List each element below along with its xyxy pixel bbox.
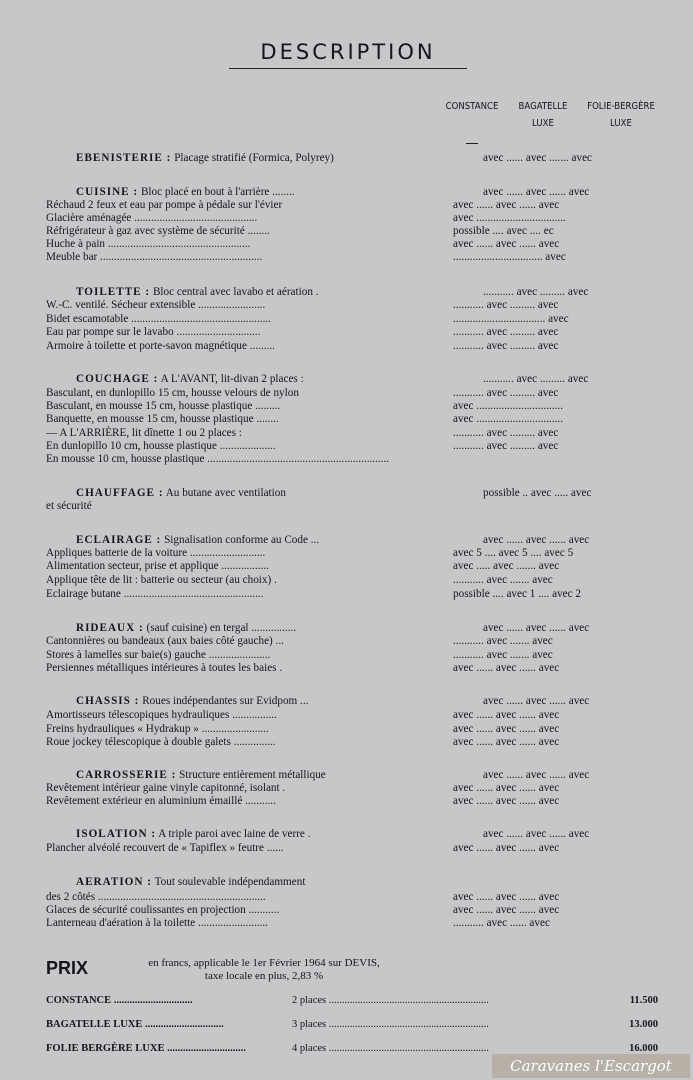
- section-heading: RIDEAUX :: [76, 622, 144, 634]
- model-price: 16.000: [618, 1042, 658, 1056]
- row-text: [46, 312, 438, 326]
- row-values: ........... avec ......... avec: [453, 440, 559, 452]
- row-text: [76, 151, 468, 165]
- row-description: Revêtement extérieur en aluminium émaillé ...........: [46, 795, 276, 807]
- row-text: [76, 486, 468, 500]
- model-places: 4 places .............................................................: [292, 1043, 489, 1054]
- column-header-bagatelle: BAGATELLE LUXE: [518, 101, 568, 129]
- row-description: Roue jockey télescopique à double galets ...............: [46, 736, 276, 748]
- model-places: 3 places .............................................................: [292, 1019, 489, 1030]
- section-heading: ECLAIRAGE :: [76, 534, 162, 546]
- row-description: A L'AVANT, lit-divan 2 places :: [158, 373, 304, 385]
- row-text: [76, 285, 468, 299]
- row-values: avec 5 .... avec 5 .... avec 5: [453, 547, 574, 559]
- row-values: avec ...... avec ...... avec: [483, 534, 590, 546]
- model-name: FOLIE BERGÈRE LUXE ..............................: [46, 1043, 246, 1054]
- row-description: — A L'ARRIÈRE, lit dînette 1 ou 2 places :: [46, 427, 242, 439]
- section-heading: CHASSIS :: [76, 695, 140, 707]
- row-text: [46, 722, 438, 736]
- row-values: avec ...... avec ...... avec: [453, 795, 560, 807]
- row-values: ........... avec ...... avec: [453, 917, 550, 929]
- row-description: Bidet escamotable ..................................................: [46, 313, 271, 325]
- row-values: avec ...... avec ...... avec: [453, 238, 560, 250]
- section-heading: CHAUFFAGE :: [76, 487, 164, 499]
- prix-label: PRIX: [46, 958, 89, 978]
- row-description: Bloc placé en bout à l'arrière ........: [138, 186, 295, 198]
- row-description: Appliques batterie de la voiture ...........................: [46, 547, 266, 559]
- row-text: [46, 781, 438, 795]
- row-text: [46, 634, 438, 648]
- row-text: [46, 708, 438, 722]
- row-text: [76, 694, 468, 708]
- row-text: [46, 903, 438, 917]
- model-places: 2 places .............................................................: [292, 995, 489, 1006]
- row-text: [46, 426, 438, 440]
- row-text: [46, 439, 438, 453]
- model-price: 11.500: [618, 994, 658, 1008]
- column-header-folie-bergere: FOLIE-BERGÈRE LUXE: [587, 101, 655, 129]
- row-values: avec ...... avec ...... avec: [453, 904, 560, 916]
- row-text: [46, 339, 438, 353]
- row-description: En mousse 10 cm, housse plastique .................................................................: [46, 453, 390, 465]
- row-text: [46, 399, 438, 413]
- row-description: Banquette, en mousse 15 cm, housse plastique ........: [46, 413, 279, 425]
- model-name: CONSTANCE ..............................: [46, 995, 193, 1006]
- row-values: avec ................................: [453, 212, 566, 224]
- row-description: Stores à lamelles sur baie(s) gauche ......................: [46, 649, 271, 661]
- row-text: [76, 185, 468, 199]
- row-description: Armoire à toilette et porte-savon magnétique .........: [46, 340, 275, 352]
- row-values: possible .. avec ..... avec: [483, 487, 592, 499]
- row-values: avec ...... avec ...... avec: [453, 709, 560, 721]
- row-description: Amortisseurs télescopiques hydrauliques ................: [46, 709, 277, 721]
- row-description: et sécurité: [46, 500, 92, 512]
- row-description: Basculant, en mousse 15 cm, housse plastique .........: [46, 400, 281, 412]
- row-values: avec ...... avec ...... avec: [453, 736, 560, 748]
- section-heading: EBENISTERIE :: [76, 152, 172, 164]
- row-description: Tout soulevable indépendamment: [152, 876, 306, 888]
- row-text: [46, 916, 438, 930]
- row-description: Alimentation secteur, prise et applique .................: [46, 560, 269, 572]
- row-values: avec ...... avec ...... avec: [453, 842, 560, 854]
- row-text: [46, 559, 438, 573]
- row-description: Réchaud 2 feux et eau par pompe à pédale sur l'évier: [46, 199, 283, 211]
- row-text: [46, 661, 438, 675]
- section-heading: AERATION :: [76, 876, 152, 888]
- row-text: [76, 768, 468, 782]
- section-heading: TOILETTE :: [76, 286, 151, 298]
- row-description: Roues indépendantes sur Evidpom ...: [139, 695, 309, 707]
- row-values: ........... avec ......... avec: [483, 373, 589, 385]
- row-description: Persiennes métalliques intérieures à toutes les baies .: [46, 662, 283, 674]
- row-text: [46, 298, 438, 312]
- row-description: Eclairage butane ..................................................: [46, 588, 264, 600]
- row-values: avec ...... avec ...... avec: [453, 662, 560, 674]
- row-values: ........... avec ......... avec: [483, 286, 589, 298]
- row-description: W.-C. ventilé. Sécheur extensible ........................: [46, 299, 266, 311]
- row-description: Applique tête de lit : batterie ou secteur (au choix) .: [46, 574, 277, 586]
- row-description: Signalisation conforme au Code ...: [161, 534, 320, 546]
- row-text: [46, 890, 438, 904]
- row-values: ........... avec ....... avec: [453, 649, 553, 661]
- row-values: ........... avec ......... avec: [453, 299, 559, 311]
- row-description: A triple paroi avec laine de verre .: [156, 828, 311, 840]
- row-values: ........... avec ......... avec: [453, 387, 559, 399]
- row-description: Revêtement intérieur gaine vinyle capitonné, isolant .: [46, 782, 286, 794]
- row-description: En dunlopillo 10 cm, housse plastique ....................: [46, 440, 276, 452]
- row-description: Bloc central avec lavabo et aération .: [150, 286, 319, 298]
- row-text: [46, 648, 438, 662]
- row-text: [46, 573, 438, 587]
- row-values: avec ...... avec ...... avec: [453, 199, 560, 211]
- row-values: avec ...... avec ...... avec: [483, 695, 590, 707]
- row-values: avec ..... avec ....... avec: [453, 560, 560, 572]
- row-text: [46, 386, 438, 400]
- row-text: [76, 875, 468, 889]
- row-text: [46, 546, 438, 560]
- row-values: avec ...... avec ...... avec: [453, 891, 560, 903]
- row-text: [46, 412, 438, 426]
- row-text: [46, 841, 438, 855]
- row-values: avec ...... avec ...... avec: [453, 723, 560, 735]
- row-values: avec ...... avec ...... avec: [483, 769, 590, 781]
- row-description: Glacière aménagée ............................................: [46, 212, 258, 224]
- row-description: Structure entièrement métallique: [176, 769, 326, 781]
- row-description: Glaces de sécurité coulissantes en projection ...........: [46, 904, 280, 916]
- row-values: avec ...... avec ....... avec: [483, 152, 593, 164]
- section-heading: COUCHAGE :: [76, 373, 159, 385]
- row-text: [46, 325, 438, 339]
- section-heading: CUISINE :: [76, 186, 139, 198]
- row-description: Basculant, en dunlopillo 15 cm, housse velours de nylon: [46, 387, 299, 399]
- model-price: 13.000: [618, 1018, 658, 1032]
- row-values: avec ...... avec ...... avec: [483, 186, 590, 198]
- row-values: avec ...... avec ...... avec: [483, 828, 590, 840]
- row-text: [46, 198, 438, 212]
- row-values: avec ...... avec ...... avec: [483, 622, 590, 634]
- row-description: Freins hydrauliques « Hydrakup » ........................: [46, 723, 269, 735]
- row-text: [76, 827, 468, 841]
- row-values: ........... avec ......... avec: [453, 326, 559, 338]
- column-header-constance: CONSTANCE: [445, 101, 499, 112]
- section-heading: CARROSSERIE :: [76, 769, 177, 781]
- section-heading: ISOLATION :: [76, 828, 157, 840]
- row-text: [46, 735, 438, 749]
- row-text: [46, 499, 438, 513]
- row-description: (sauf cuisine) en tergal ................: [143, 622, 297, 634]
- prix-note: en francs, applicable le 1er Février 1964 sur DEVIS, taxe locale en plus, 2,83 %: [148, 957, 380, 982]
- row-values: ........... avec ....... avec: [453, 635, 553, 647]
- row-text: [46, 237, 438, 251]
- row-values: ........... avec ....... avec: [453, 574, 553, 586]
- row-text: [46, 452, 438, 466]
- row-description: Placage stratifié (Formica, Polyrey): [171, 152, 334, 164]
- row-values: avec ...............................: [453, 400, 563, 412]
- row-description: Au butane avec ventilation: [163, 487, 286, 499]
- row-description: Plancher alvéolé recouvert de « Tapiflex » feutre ......: [46, 842, 284, 854]
- row-values: ........... avec ......... avec: [453, 427, 559, 439]
- row-text: [46, 224, 438, 238]
- row-description: Réfrigérateur à gaz avec système de sécurité ........: [46, 225, 270, 237]
- row-values: ........... avec ......... avec: [453, 340, 559, 352]
- row-description: des 2 côtés ............................................................: [46, 891, 266, 903]
- row-values: ................................. avec: [453, 313, 569, 325]
- row-values: possible .... avec .... ec: [453, 225, 554, 237]
- row-text: [46, 794, 438, 808]
- row-values: ................................ avec: [453, 251, 566, 263]
- row-text: [76, 533, 468, 547]
- title-underline: [229, 68, 467, 69]
- row-description: Meuble bar ..........................................................: [46, 251, 263, 263]
- row-values: possible .... avec 1 .... avec 2: [453, 588, 581, 600]
- row-description: Cantonnières ou bandeaux (aux baies côté gauche) ...: [46, 635, 284, 647]
- row-text: [76, 372, 468, 386]
- row-values: avec ...... avec ...... avec: [453, 782, 560, 794]
- row-description: Lanterneau d'aération à la toilette .........................: [46, 917, 268, 929]
- row-description: Eau par pompe sur le lavabo ..............................: [46, 326, 261, 338]
- column-dash: [466, 143, 478, 144]
- page-title: DESCRIPTION: [260, 40, 436, 64]
- row-description: Huche à pain ...................................................: [46, 238, 251, 250]
- model-name: BAGATELLE LUXE ..............................: [46, 1019, 224, 1030]
- row-values: avec ...............................: [453, 413, 563, 425]
- row-text: [76, 621, 468, 635]
- row-text: [46, 211, 438, 225]
- watermark: Caravanes l'Escargot: [492, 1054, 690, 1078]
- row-text: [46, 250, 438, 264]
- row-text: [46, 587, 438, 601]
